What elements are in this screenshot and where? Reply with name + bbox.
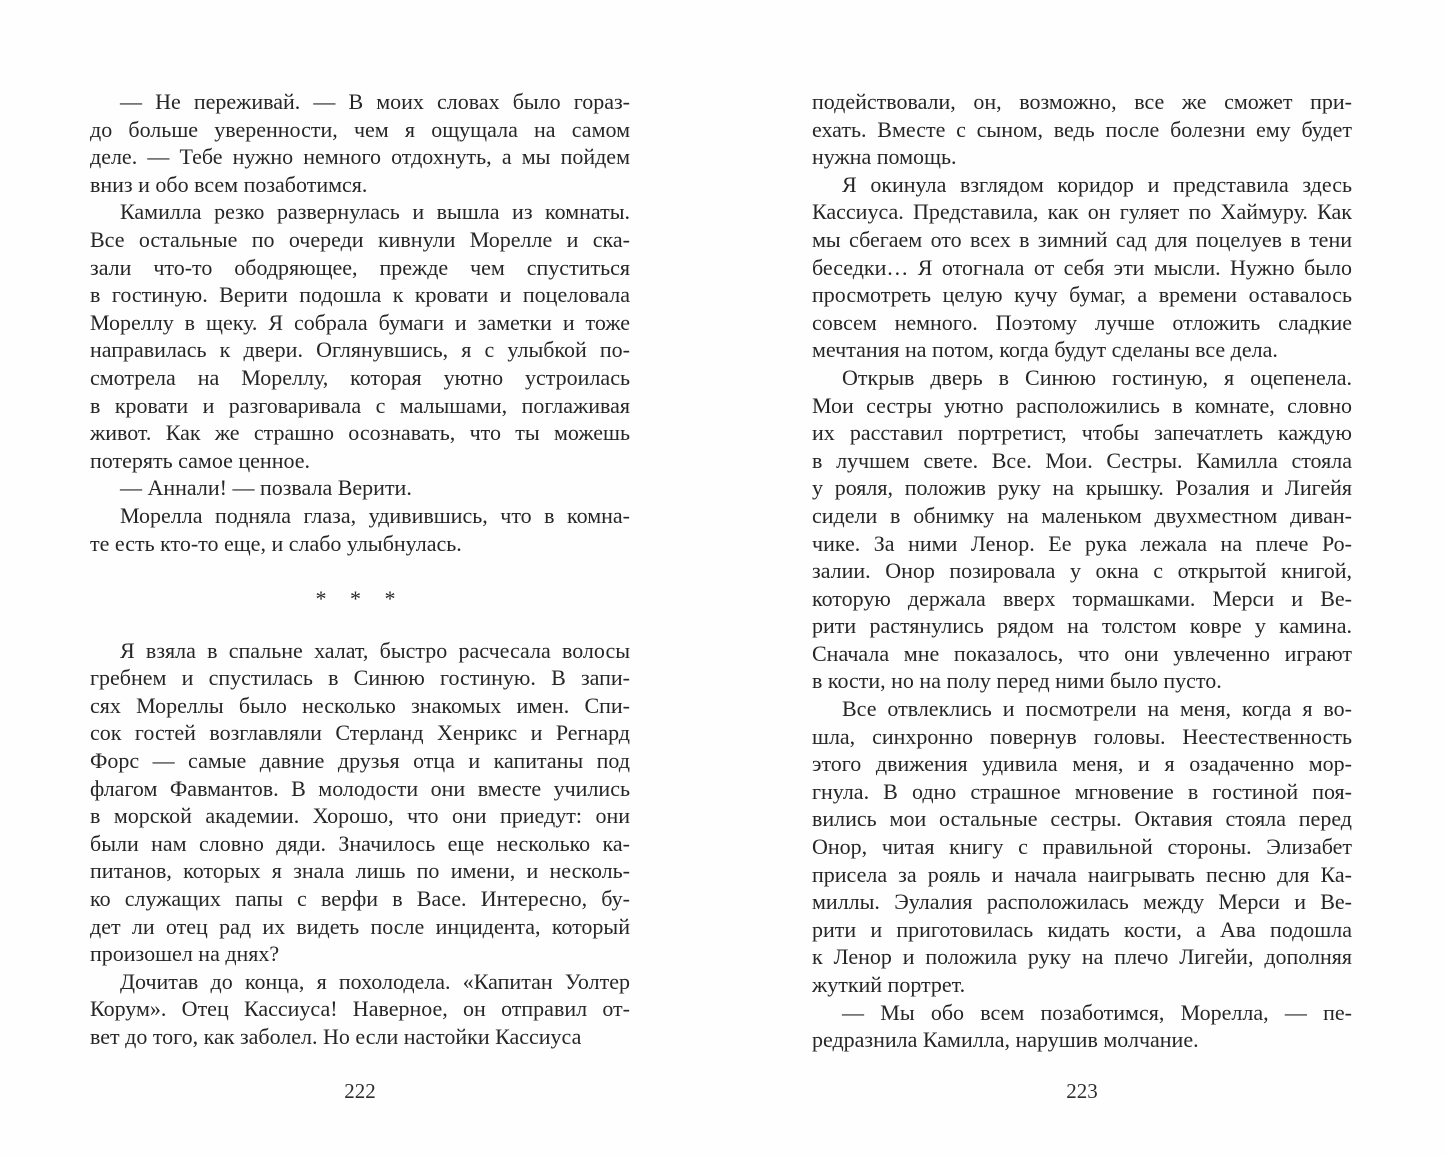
text-line: в гостиную. Верити подошла к кровати и поцеловала [90, 282, 630, 308]
text-line: жуткий портрет. [812, 972, 966, 997]
text-line: до больше уверенности, чем я ощущала на самом [90, 116, 630, 142]
text-line: Кассиуса. Представила, как он гуляет по Хаймуру. Как [812, 199, 1352, 225]
page-number-left: 222 [344, 1079, 376, 1103]
text-line: вет до того, как заболел. Но если настойки Кассиуса [90, 1024, 582, 1049]
paragraph [90, 968, 630, 1051]
text-line: ко служащих папы с верфи в Васе. Интересно, бу- [90, 886, 630, 912]
text-line: — Аннали! — позвала Верити. [120, 475, 412, 501]
section-separator: * * * [315, 586, 405, 612]
text-line: смотрела на Мореллу, которая уютно устроилась [90, 364, 630, 390]
paragraph [812, 88, 1352, 171]
text-line: чике. За ними Ленор. Ее рука лежала на плече Ро- [812, 530, 1352, 556]
text-line: в кости, но на полу перед ними было пусто. [812, 668, 1222, 694]
text-line: гнула. В одно страшное мгновение в гостиной поя- [812, 778, 1352, 804]
text-line: сок гостей возглавляли Стерланд Хенрикс и Регнард [90, 720, 630, 746]
text-line: — Мы обо всем позаботимся, Морелла, — пе- [842, 999, 1352, 1025]
text-line: Морелла подняла глаза, удивившись, что в комна- [120, 502, 630, 528]
text-line: Камилла резко развернулась и вышла из комнаты. [120, 199, 630, 225]
text-line: совсем немного. Поэтому лучше отложить сладкие [812, 309, 1352, 335]
text-line: Форс — самые давние друзья отца и капитаны под [90, 748, 630, 774]
text-line: Онор, читая книгу с правильной стороны. Элизабет [812, 834, 1352, 860]
text-line: сях Мореллы было несколько знакомых имен. Спи- [90, 692, 630, 718]
text-line: миллы. Эулалия расположилась между Мерси и Ве- [812, 889, 1352, 915]
text-line: питанов, которых я знала лишь по имени, и несколь- [90, 858, 630, 884]
text-line: гребнем и спустилась в Синюю гостиную. В запи- [90, 665, 630, 691]
text-line: этого движения удивила меня, и я озадаченно мор- [812, 751, 1352, 777]
text-line: в лучшем свете. Все. Мои. Сестры. Камилла стояла [812, 447, 1352, 473]
text-line: в кровати и разговаривала с малышами, поглаживая [90, 392, 630, 418]
paragraph [812, 364, 1352, 695]
text-line: Все остальные по очереди кивнули Морелле и ска- [90, 226, 630, 252]
paragraph [90, 474, 630, 502]
text-line: рити растянулись рядом на толстом ковре у камина. [812, 613, 1352, 639]
text-line: присела за рояль и начала наигрывать песню для Ка- [812, 861, 1352, 887]
text-line: зали что-то ободряющее, прежде чем спуститься [90, 254, 630, 280]
text-line: потерять самое ценное. [90, 447, 310, 473]
paragraph [90, 637, 630, 968]
text-line: Сначала мне показалось, что они увлеченно играют [812, 640, 1352, 666]
text-line: шла, синхронно повернув головы. Неестественность [812, 723, 1352, 749]
text-line: у рояля, положив руку на крышку. Розалия и Лигейя [812, 475, 1352, 501]
text-line: деле. — Тебе нужно немного отдохнуть, а мы пойдем [90, 144, 630, 170]
text-line: нужна помощь. [812, 144, 957, 170]
paragraph [90, 198, 630, 474]
text-line: к Ленор и положила руку на плечо Лигейи, дополняя [812, 944, 1352, 970]
text-line: редразнила Камилла, нарушив молчание. [812, 1027, 1199, 1053]
text-line: Мореллу в щеку. Я собрала бумаги и заметки и тоже [90, 309, 630, 335]
text-line: их расставил портретист, чтобы запечатлеть каждую [812, 420, 1352, 446]
paragraph [812, 695, 1352, 999]
text-line: Открыв дверь в Синюю гостиную, я оцепенела. [842, 364, 1352, 390]
text-line: в морской академии. Хорошо, что они приедут: они [90, 803, 630, 829]
text-line: просмотреть целую кучу бумаг, а времени оставалось [812, 282, 1352, 308]
text-line: произошел на днях? [90, 941, 280, 967]
text-line: залии. Онор позировала у окна с открытой книгой, [812, 558, 1352, 584]
paragraph [90, 502, 630, 557]
text-line: подействовали, он, возможно, все же сможет при- [812, 89, 1352, 114]
text-block [812, 88, 1352, 1054]
text-line: Я взяла в спальне халат, быстро расчесала волосы [120, 637, 630, 663]
paragraph [90, 88, 630, 198]
paragraph [812, 999, 1352, 1054]
text-line: вились мои остальные сестры. Октавия стояла перед [812, 806, 1352, 832]
text-line: мечтания на потом, когда будут сделаны все дела. [812, 337, 1278, 363]
text-line: Я окинула взглядом коридор и представила здесь [842, 171, 1352, 197]
text-line: рити и приготовилась кидать кости, а Ава подошла [812, 916, 1352, 942]
text-line: Все отвлеклись и посмотрели на меня, когда я во- [842, 696, 1352, 722]
text-line: вниз и обо всем позаботимся. [90, 171, 368, 197]
text-line: были нам словно дяди. Значилось еще несколько ка- [90, 830, 630, 856]
text-line: ехать. Вместе с сыном, ведь после болезни ему будет [812, 116, 1352, 142]
text-line: которую держала вверх тормашками. Мерси и Ве- [812, 585, 1352, 611]
page-number-right: 223 [1066, 1079, 1098, 1103]
text-line: флагом Фавмантов. В молодости они вместе учились [90, 775, 630, 801]
text-line: мы сбегаем ото всех в зимний сад для поцелуев в тени [812, 226, 1352, 252]
text-line: направилась к двери. Оглянувшись, я с улыбкой по- [90, 337, 630, 363]
text-block [90, 88, 630, 1051]
text-line: дет ли отец рад их видеть после инцидента, который [90, 913, 630, 939]
text-line: — Не переживай. — В моих словах было гораз- [120, 89, 630, 114]
text-line: живот. Как же страшно осознавать, что ты можешь [90, 420, 630, 446]
page-right [812, 88, 1352, 1156]
text-line: Дочитав до конца, я похолодела. «Капитан Уолтер [120, 968, 630, 994]
text-line: Мои сестры уютно расположились в комнате, словно [812, 392, 1352, 418]
text-line: те есть кто-то еще, и слабо улыбнулась. [90, 530, 462, 556]
text-line: беседки… Я отогнала от себя эти мысли. Нужно было [812, 254, 1352, 280]
page-left [90, 88, 630, 1156]
paragraph [812, 171, 1352, 364]
text-line: Корум». Отец Кассиуса! Наверное, он отправил от- [90, 996, 630, 1022]
text-line: сидели в обнимку на маленьком двухместном диван- [812, 502, 1352, 528]
